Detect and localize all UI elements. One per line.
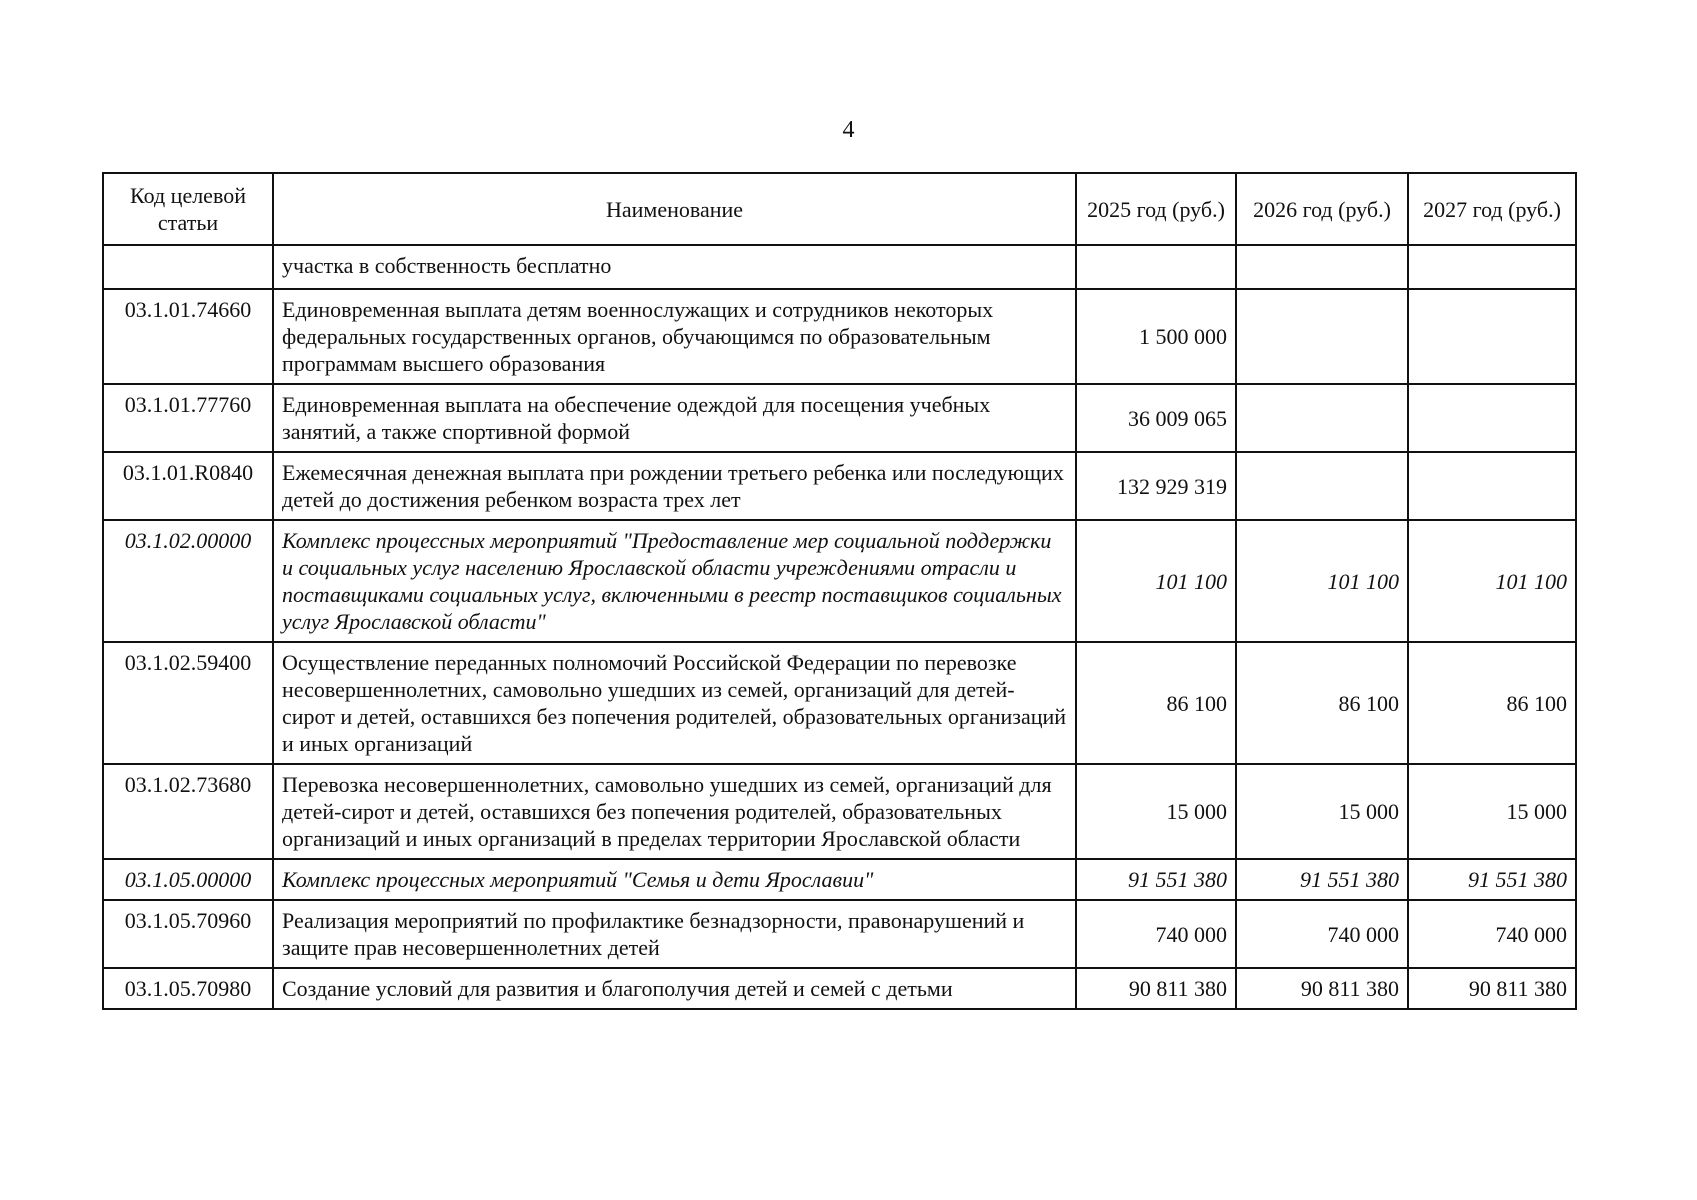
cell-code: 03.1.01.74660 xyxy=(103,289,273,384)
cell-2025: 740 000 xyxy=(1076,900,1236,968)
cell-code: 03.1.05.00000 xyxy=(103,859,273,900)
cell-code xyxy=(103,245,273,289)
cell-2026 xyxy=(1236,245,1408,289)
cell-code: 03.1.05.70980 xyxy=(103,968,273,1009)
cell-code: 03.1.02.00000 xyxy=(103,520,273,642)
cell-name: Создание условий для развития и благополучия детей и семей с детьми xyxy=(273,968,1076,1009)
table-row xyxy=(103,642,1576,764)
table-row xyxy=(103,900,1576,968)
cell-2027 xyxy=(1408,384,1576,452)
cell-2027: 90 811 380 xyxy=(1408,968,1576,1009)
cell-2027: 15 000 xyxy=(1408,764,1576,859)
cell-2027 xyxy=(1408,245,1576,289)
cell-2025: 101 100 xyxy=(1076,520,1236,642)
cell-2027 xyxy=(1408,289,1576,384)
cell-code: 03.1.05.70960 xyxy=(103,900,273,968)
cell-name: Перевозка несовершеннолетних, самовольно ушедших из семей, организаций для детей-сирот и детей, оставшихся без попечения родителей, образовательных организаций и иных организаций в пределах территории Ярославской области xyxy=(273,764,1076,859)
cell-code: 03.1.01.77760 xyxy=(103,384,273,452)
cell-code: 03.1.01.R0840 xyxy=(103,452,273,520)
table-row-program xyxy=(103,520,1576,642)
table-header-row xyxy=(103,173,1576,245)
cell-name: Ежемесячная денежная выплата при рождении третьего ребенка или последующих детей до достижения ребенком возраста трех лет xyxy=(273,452,1076,520)
cell-2026 xyxy=(1236,452,1408,520)
budget-table xyxy=(102,172,1577,1010)
cell-2026: 15 000 xyxy=(1236,764,1408,859)
cell-code: 03.1.02.59400 xyxy=(103,642,273,764)
cell-2026: 740 000 xyxy=(1236,900,1408,968)
cell-2026 xyxy=(1236,384,1408,452)
cell-2027: 101 100 xyxy=(1408,520,1576,642)
table-row xyxy=(103,452,1576,520)
header-name: Наименование xyxy=(273,173,1076,245)
cell-2025 xyxy=(1076,245,1236,289)
cell-code: 03.1.02.73680 xyxy=(103,764,273,859)
cell-2027 xyxy=(1408,452,1576,520)
cell-2025: 1 500 000 xyxy=(1076,289,1236,384)
table-row xyxy=(103,245,1576,289)
cell-2026: 90 811 380 xyxy=(1236,968,1408,1009)
header-2026: 2026 год (руб.) xyxy=(1236,173,1408,245)
cell-2025: 36 009 065 xyxy=(1076,384,1236,452)
cell-2026: 101 100 xyxy=(1236,520,1408,642)
cell-2025: 15 000 xyxy=(1076,764,1236,859)
cell-name: Осуществление переданных полномочий Российской Федерации по перевозке несовершеннолетних, самовольно ушедших из семей, организаций для детей-сирот и детей, оставшихся без попечения родителей, образовательных организаций и иных организаций xyxy=(273,642,1076,764)
table-row-program xyxy=(103,859,1576,900)
cell-name: участка в собственность бесплатно xyxy=(273,245,1076,289)
cell-2026: 91 551 380 xyxy=(1236,859,1408,900)
page-number: 4 xyxy=(842,117,855,143)
cell-2027: 86 100 xyxy=(1408,642,1576,764)
cell-2025: 132 929 319 xyxy=(1076,452,1236,520)
cell-name: Комплекс процессных мероприятий "Семья и дети Ярославии" xyxy=(273,859,1076,900)
header-code: Код целевой статьи xyxy=(103,173,273,245)
cell-name: Единовременная выплата детям военнослужащих и сотрудников некоторых федеральных государственных органов, обучающимся по образовательным программам высшего образования xyxy=(273,289,1076,384)
header-2027: 2027 год (руб.) xyxy=(1408,173,1576,245)
cell-2027: 91 551 380 xyxy=(1408,859,1576,900)
header-2025: 2025 год (руб.) xyxy=(1076,173,1236,245)
table-row xyxy=(103,968,1576,1009)
cell-2025: 86 100 xyxy=(1076,642,1236,764)
cell-2025: 90 811 380 xyxy=(1076,968,1236,1009)
cell-2027: 740 000 xyxy=(1408,900,1576,968)
table-row xyxy=(103,384,1576,452)
cell-name: Реализация мероприятий по профилактике безнадзорности, правонарушений и защите прав несовершеннолетних детей xyxy=(273,900,1076,968)
cell-name: Единовременная выплата на обеспечение одеждой для посещения учебных занятий, а также спортивной формой xyxy=(273,384,1076,452)
cell-2026 xyxy=(1236,289,1408,384)
cell-name: Комплекс процессных мероприятий "Предоставление мер социальной поддержки и социальных услуг населению Ярославской области учреждениями отрасли и поставщиками социальных услуг, включенными в реестр поставщиков социальных услуг Ярославской области" xyxy=(273,520,1076,642)
table-row xyxy=(103,289,1576,384)
table-row xyxy=(103,764,1576,859)
cell-2025: 91 551 380 xyxy=(1076,859,1236,900)
cell-2026: 86 100 xyxy=(1236,642,1408,764)
